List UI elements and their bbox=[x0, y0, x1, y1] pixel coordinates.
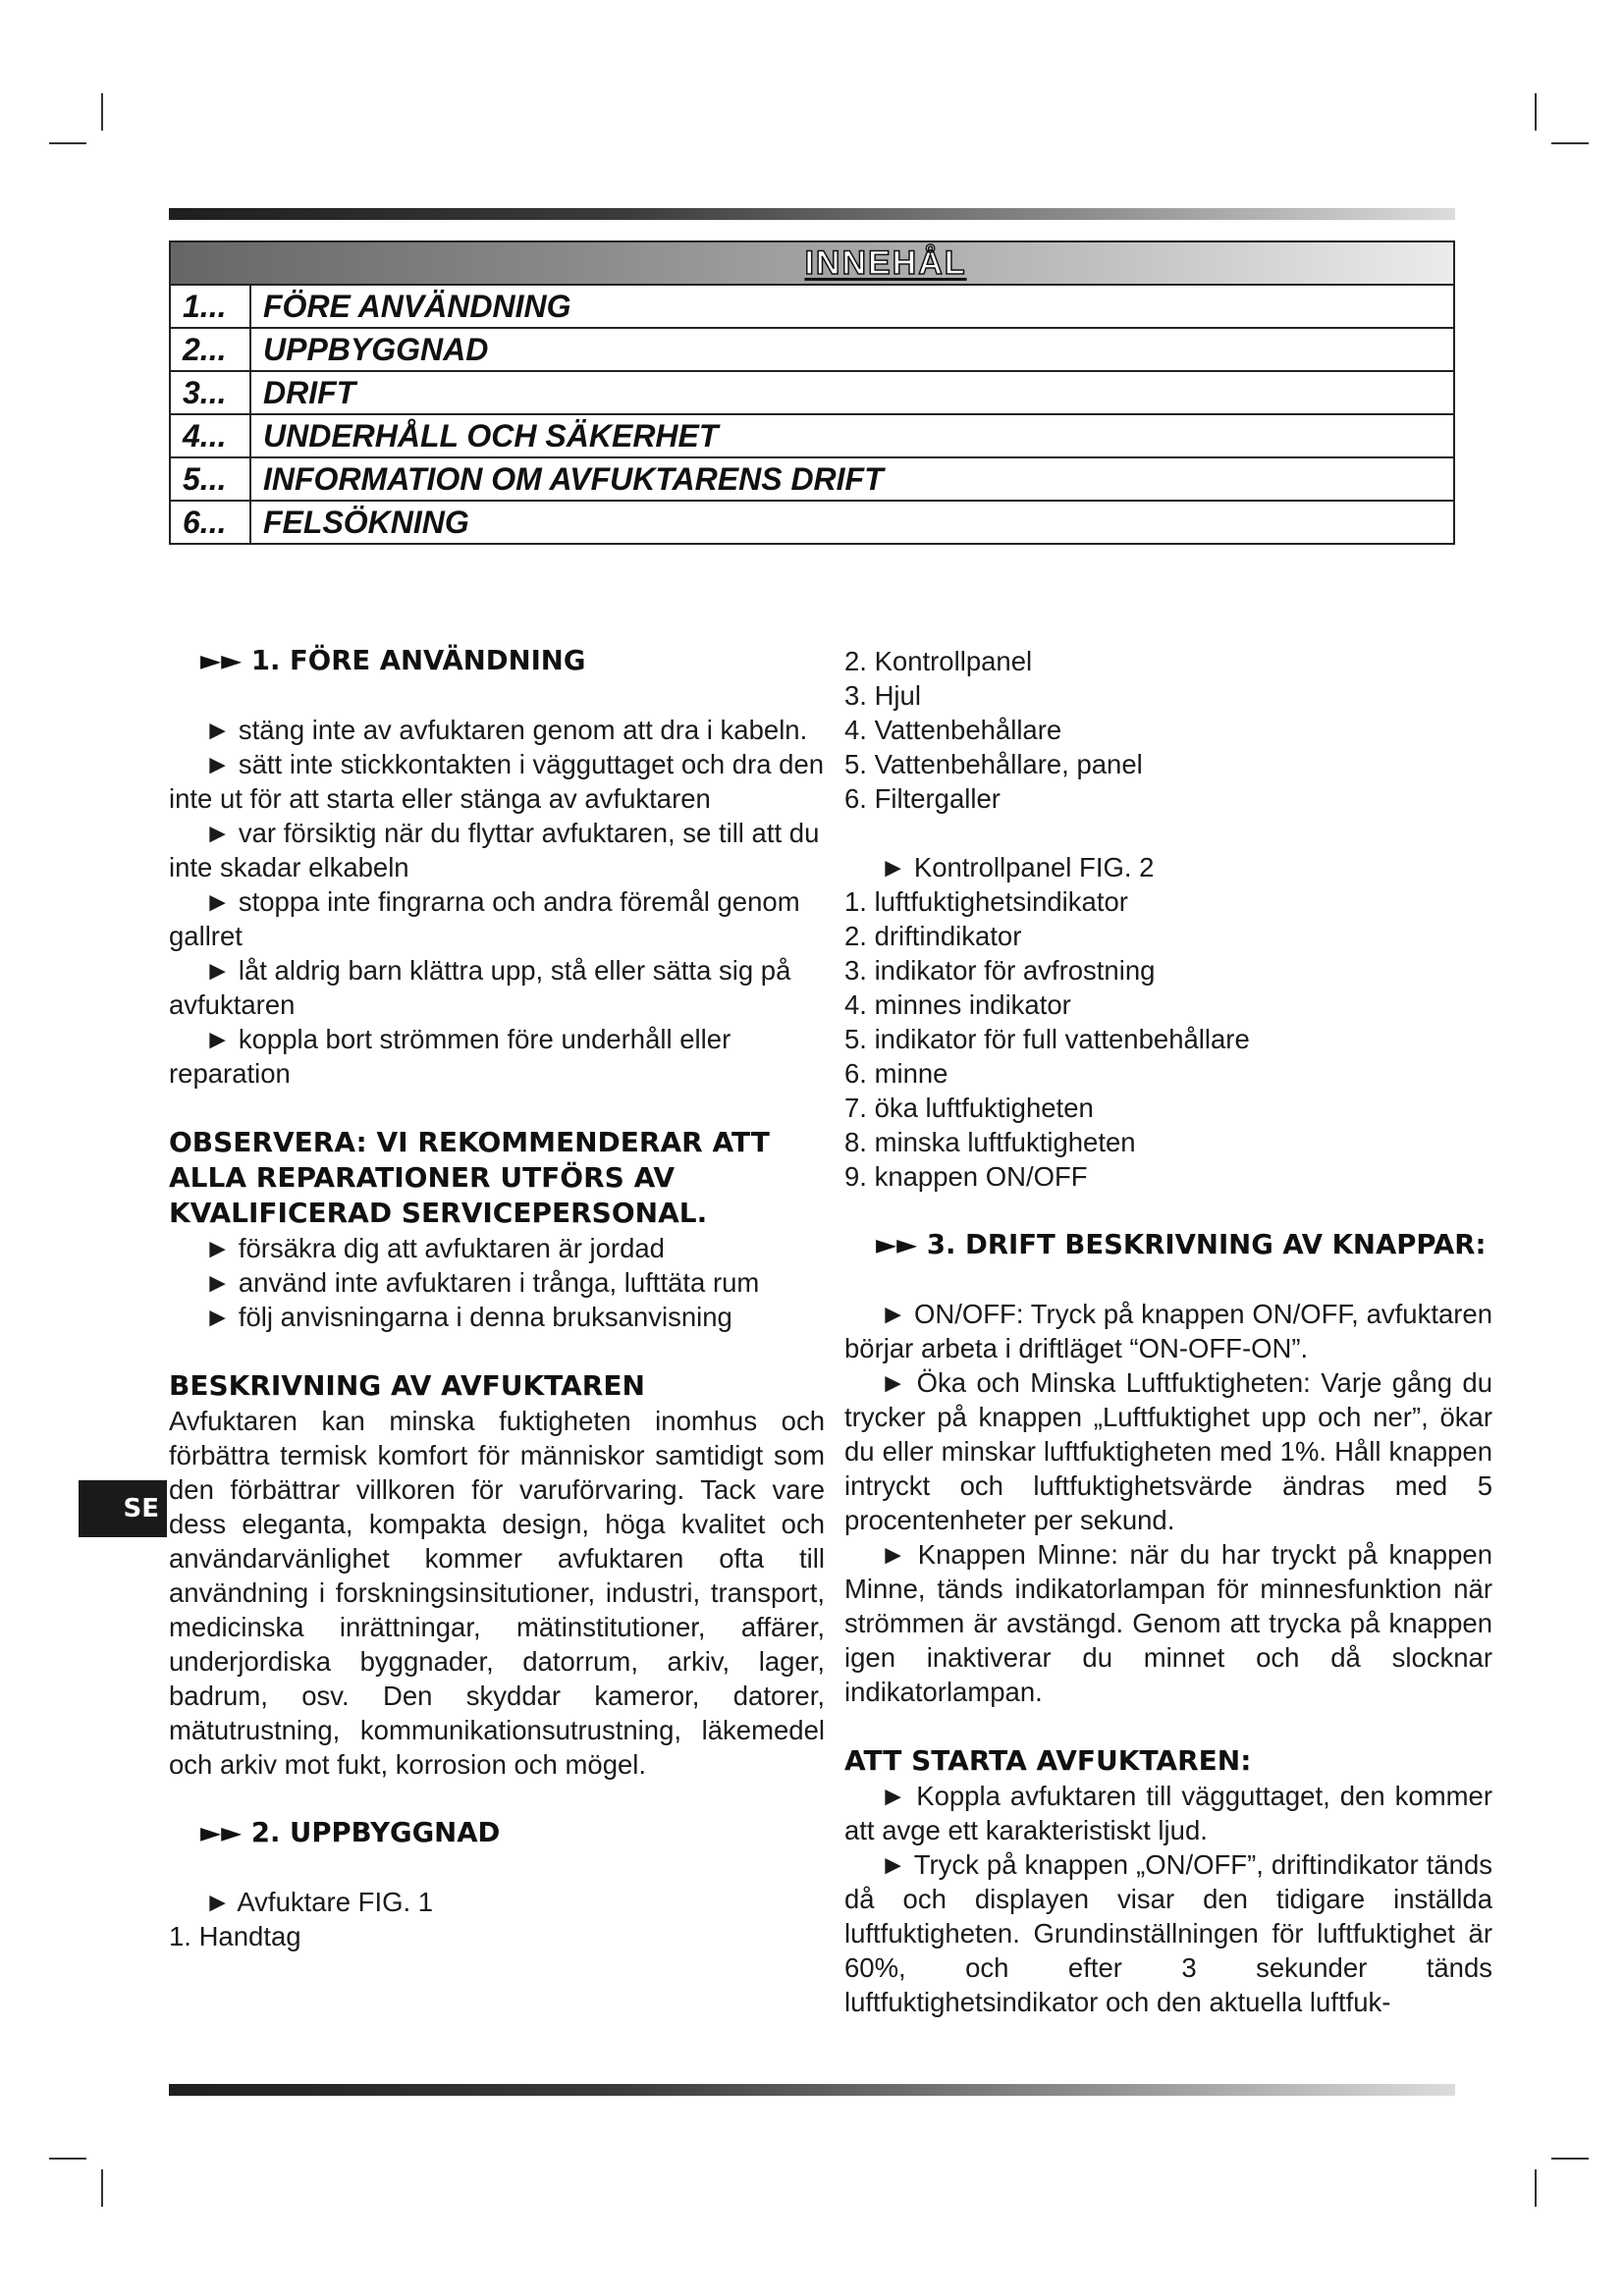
left-column bbox=[169, 644, 825, 1953]
toc-label: FELSÖKNING bbox=[250, 501, 1454, 544]
toc-number: 1... bbox=[170, 285, 250, 328]
toc-label: UPPBYGGNAD bbox=[250, 328, 1454, 371]
section-3-heading: ►► 3. DRIFT BESKRIVNING AV KNAPPAR: bbox=[876, 1229, 1487, 1260]
obs-item: ► använd inte avfuktaren i trånga, lufttäta rum bbox=[204, 1267, 760, 1298]
fig1-item: 1. Handtag bbox=[169, 1921, 301, 1951]
toc-number: 4... bbox=[170, 414, 250, 457]
toc-label: INFORMATION OM AVFUKTARENS DRIFT bbox=[250, 457, 1454, 501]
description-heading: BESKRIVNING AV AVFUKTAREN bbox=[169, 1369, 645, 1402]
obs-item: ► försäkra dig att avfuktaren är jordad bbox=[204, 1233, 665, 1263]
footer-gradient-bar bbox=[169, 2084, 1455, 2096]
crop-mark-bl-h bbox=[49, 2158, 86, 2160]
toc-row bbox=[170, 414, 1454, 457]
fig2-item: 1. luftfuktighetsindikator bbox=[844, 886, 1128, 917]
toc-number: 6... bbox=[170, 501, 250, 544]
s1-item: ► låt aldrig barn klättra upp, stå eller sätta sig på avfuktaren bbox=[169, 955, 791, 1020]
fig2-item: 5. indikator för full vattenbehållare bbox=[844, 1024, 1250, 1054]
fig1-item: 3. Hjul bbox=[844, 680, 921, 711]
table-of-contents bbox=[169, 240, 1455, 545]
s1-item: ► koppla bort strömmen före underhåll eller reparation bbox=[169, 1024, 731, 1089]
fig2-item: 7. öka luftfuktigheten bbox=[844, 1093, 1094, 1123]
toc-number: 5... bbox=[170, 457, 250, 501]
toc-row bbox=[170, 328, 1454, 371]
s3-paragraph: ► Öka och Minska Luftfuktigheten: Varje gång du trycker på knappen „Luftfuktighet upp och ner”, ökar du eller minskar luftfuktigheten med 1%. Håll knappen intryckt och luftfuktighetsvärde ändras med 5 procentenheter per sekund. bbox=[844, 1367, 1492, 1535]
start-paragraph: ► Tryck på knappen „ON/OFF”, driftindikator tänds då och displayen visar den tidigare inställda luftfuktigheten. Grundinställningen för luftfuktighet är 60%, och efter 3 sekunder tänds luftfuktighetsindikator och den aktuella luftfuk- bbox=[844, 1849, 1492, 2017]
s3-paragraph: ► Knappen Minne: när du har tryckt på knappen Minne, tänds indikatorlampan för minnesfunktion när strömmen är avstängd. Genom att trycka på knappen igen inaktiverar du minnet och då slocknar indikatorlampan. bbox=[844, 1539, 1492, 1707]
description-text: Avfuktaren kan minska fuktigheten inomhus och förbättra termisk komfort för människor samtidigt som den förbättrar villkoren för varuförvaring. Tack vare dess eleganta, kompakta design, höga kvalitet och användarvänlighet kommer avfuktaren ofta till användning i forskningsinsitutioner, industri, transport, medicinska inrättningar, mätinstitutioner, affärer, underjordiska byggnader, datorrum, arkiv, lager, badrum, osv. Den skyddar kameror, datorer, mätutrustning, kommunikationsutrustning, läkemedel och arkiv mot fukt, korrosion och mögel. bbox=[169, 1406, 825, 1780]
toc-row bbox=[170, 457, 1454, 501]
fig2-item: 4. minnes indikator bbox=[844, 989, 1071, 1020]
crop-mark-br-v bbox=[1535, 2169, 1537, 2207]
toc-row bbox=[170, 285, 1454, 328]
toc-title: INNEHÅL bbox=[804, 243, 967, 282]
section-1-heading: ►► 1. FÖRE ANVÄNDNING bbox=[200, 645, 586, 676]
toc-number: 2... bbox=[170, 328, 250, 371]
crop-mark-tl-v bbox=[101, 93, 103, 131]
fig1-item: 2. Kontrollpanel bbox=[844, 646, 1033, 676]
crop-mark-tr-v bbox=[1535, 93, 1537, 131]
fig2-item: 6. minne bbox=[844, 1058, 948, 1089]
fig2-item: 2. driftindikator bbox=[844, 921, 1022, 951]
toc-label: FÖRE ANVÄNDNING bbox=[250, 285, 1454, 328]
start-heading: ATT STARTA AVFUKTAREN: bbox=[844, 1744, 1252, 1777]
fig1-item: 6. Filtergaller bbox=[844, 783, 1001, 814]
fig2-item: 8. minska luftfuktigheten bbox=[844, 1127, 1136, 1157]
fig2-item: 3. indikator för avfrostning bbox=[844, 955, 1156, 986]
fig1-label: ► Avfuktare FIG. 1 bbox=[204, 1887, 434, 1917]
fig1-item: 5. Vattenbehållare, panel bbox=[844, 749, 1143, 779]
fig2-label: ► Kontrollpanel FIG. 2 bbox=[880, 852, 1155, 882]
fig1-item: 4. Vattenbehållare bbox=[844, 715, 1062, 745]
start-paragraph: ► Koppla avfuktaren till vägguttaget, den kommer att avge ett karakteristiskt ljud. bbox=[844, 1781, 1492, 1845]
header-gradient-bar bbox=[169, 208, 1455, 220]
toc-row bbox=[170, 371, 1454, 414]
toc-number: 3... bbox=[170, 371, 250, 414]
s1-item: ► stoppa inte fingrarna och andra föremål genom gallret bbox=[169, 886, 800, 951]
s1-item: ► var försiktig när du flyttar avfuktaren, se till att du inte skadar elkabeln bbox=[169, 818, 820, 882]
crop-mark-bl-v bbox=[101, 2169, 103, 2207]
toc-label: UNDERHÅLL OCH SÄKERHET bbox=[250, 414, 1454, 457]
s1-item: ► sätt inte stickkontakten i vägguttaget och dra den inte ut för att starta eller stänga av avfuktaren bbox=[169, 749, 825, 814]
s1-item: ► stäng inte av avfuktaren genom att dra i kabeln. bbox=[204, 715, 808, 745]
crop-mark-br-h bbox=[1551, 2158, 1589, 2160]
observera-warning: OBSERVERA: VI REKOMMENDERAR ATT ALLA REPARATIONER UTFÖRS AV KVALIFICERAD SERVICEPERSONAL. bbox=[169, 1126, 770, 1229]
fig2-item: 9. knappen ON/OFF bbox=[844, 1161, 1088, 1192]
crop-mark-tr-h bbox=[1551, 142, 1589, 144]
s3-paragraph: ► ON/OFF: Tryck på knappen ON/OFF, avfuktaren börjar arbeta i driftläget “ON-OFF-ON”. bbox=[844, 1299, 1492, 1363]
section-2-heading: ►► 2. UPPBYGGNAD bbox=[200, 1817, 501, 1848]
obs-item: ► följ anvisningarna i denna bruksanvisning bbox=[204, 1302, 732, 1332]
language-tab-se: SE bbox=[79, 1480, 167, 1537]
crop-mark-tl-h bbox=[49, 142, 86, 144]
toc-row bbox=[170, 501, 1454, 544]
right-column bbox=[844, 644, 1492, 2019]
toc-label: DRIFT bbox=[250, 371, 1454, 414]
toc-header bbox=[170, 241, 1454, 285]
